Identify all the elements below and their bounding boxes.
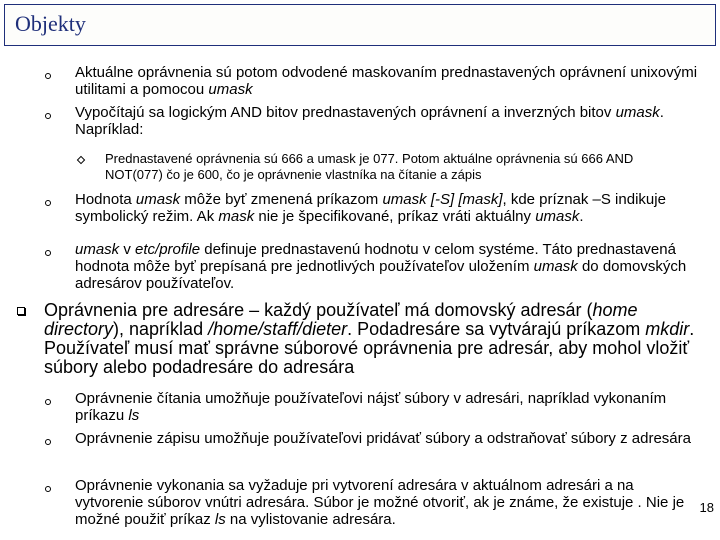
- text-segment: mkdir: [645, 319, 690, 339]
- bullet-item: [44, 301, 704, 377]
- text-segment: Oprávnenie zápisu umožňuje používateľovi pridávať súbory a odstraňovať súbory z adresára: [75, 430, 691, 447]
- text-segment: etc/profile: [135, 241, 201, 258]
- text-segment: umask: [535, 208, 580, 225]
- title-box: [4, 4, 716, 46]
- square-bullet-icon: [17, 307, 25, 315]
- bullet-item: [75, 104, 705, 138]
- circle-bullet-icon: [45, 73, 51, 79]
- text-segment: v: [119, 241, 136, 258]
- page-number: 18: [699, 500, 714, 515]
- text-segment: umask: [533, 258, 578, 275]
- bullet-text: [75, 104, 705, 138]
- bullet-text: [75, 477, 705, 528]
- bullet-item: [75, 191, 705, 225]
- slide-title: Objekty: [15, 11, 86, 36]
- text-segment: , kde príznak –S indikuje symbolický režim. Ak: [75, 191, 666, 225]
- text-segment: definuje prednastavenú hodnotu v celom systéme. Táto prednastavená hodnota môže byť prepísaná pre jednotlivých používateľov uložením: [75, 241, 676, 275]
- bullet-text: [75, 390, 705, 424]
- text-segment: ), napríklad: [113, 319, 209, 339]
- bullet-item: [75, 64, 705, 98]
- text-segment: Aktuálne oprávnenia sú potom odvodené maskovaním prednastavených oprávnení unixovými utilitami a pomocou: [75, 64, 698, 98]
- bullet-text: [75, 64, 705, 98]
- diamond-bullet-icon: [77, 156, 85, 164]
- text-segment: umask: [615, 104, 660, 121]
- bullet-item: [105, 151, 685, 183]
- text-segment: nie je špecifikované, príkaz vráti aktuálny: [254, 208, 536, 225]
- text-segment: Oprávnenie vykonania sa vyžaduje pri vytvorení adresára v aktuálnom adresári a na vytvorenie súborov vnútri adresára. Súbor je možné otvoriť, ak je známe, že existuje . Nie je možné použiť príkaz: [75, 477, 685, 528]
- text-segment: home directory: [44, 300, 638, 339]
- circle-bullet-icon: [45, 113, 51, 119]
- text-segment: Vypočítajú sa logickým AND bitov prednastavených oprávnení a inverzných bitov: [75, 104, 616, 121]
- text-segment: umask [-S] [mask]: [382, 191, 503, 208]
- text-segment: umask: [208, 81, 253, 98]
- text-segment: . Napríklad:: [75, 104, 664, 138]
- circle-bullet-icon: [45, 200, 51, 206]
- text-segment: – každý používateľ má domovský adresár (: [244, 300, 593, 320]
- text-segment: ls: [214, 511, 226, 528]
- text-segment: Oprávnenia pre adresáre: [44, 300, 245, 320]
- text-segment: umask: [75, 241, 120, 258]
- circle-bullet-icon: [45, 439, 51, 445]
- text-segment: na vylistovanie adresára.: [225, 511, 396, 528]
- text-segment: mask: [218, 208, 255, 225]
- bullet-text: [75, 241, 705, 292]
- text-segment: môže byť zmenená príkazom: [180, 191, 383, 208]
- text-segment: ls: [128, 407, 140, 424]
- circle-bullet-icon: [45, 399, 51, 405]
- text-segment: Hodnota: [75, 191, 136, 208]
- circle-bullet-icon: [45, 250, 51, 256]
- bullet-text: [105, 151, 685, 183]
- text-segment: /home/staff/dieter: [208, 319, 348, 339]
- text-segment: umask: [135, 191, 181, 208]
- bullet-text: [75, 191, 705, 225]
- text-segment: do domovských adresárov používateľov.: [75, 258, 687, 292]
- bullet-text: [75, 430, 705, 447]
- text-segment: . Podadresáre sa vytvárajú príkazom: [347, 319, 646, 339]
- bullet-item: [75, 477, 705, 528]
- circle-bullet-icon: [45, 486, 51, 492]
- text-segment: .: [579, 208, 584, 225]
- bullet-item: [75, 241, 705, 292]
- bullet-item: [75, 430, 705, 447]
- bullet-text: [44, 301, 704, 377]
- bullet-item: [75, 390, 705, 424]
- text-segment: Prednastavené oprávnenia sú 666 a umask je 077. Potom aktuálne oprávnenia sú 666 AND NOT(077) čo je 600, čo je oprávnenie vlastníka na čítanie a zápis: [105, 151, 634, 182]
- text-segment: . Používateľ musí mať správne súborové oprávnenia pre adresár, aby mohol vložiť súbory alebo podadresáre do adresára: [44, 319, 695, 377]
- text-segment: Oprávnenie čítania umožňuje používateľovi nájsť súbory v adresári, napríklad vykonaním príkazu: [75, 390, 667, 424]
